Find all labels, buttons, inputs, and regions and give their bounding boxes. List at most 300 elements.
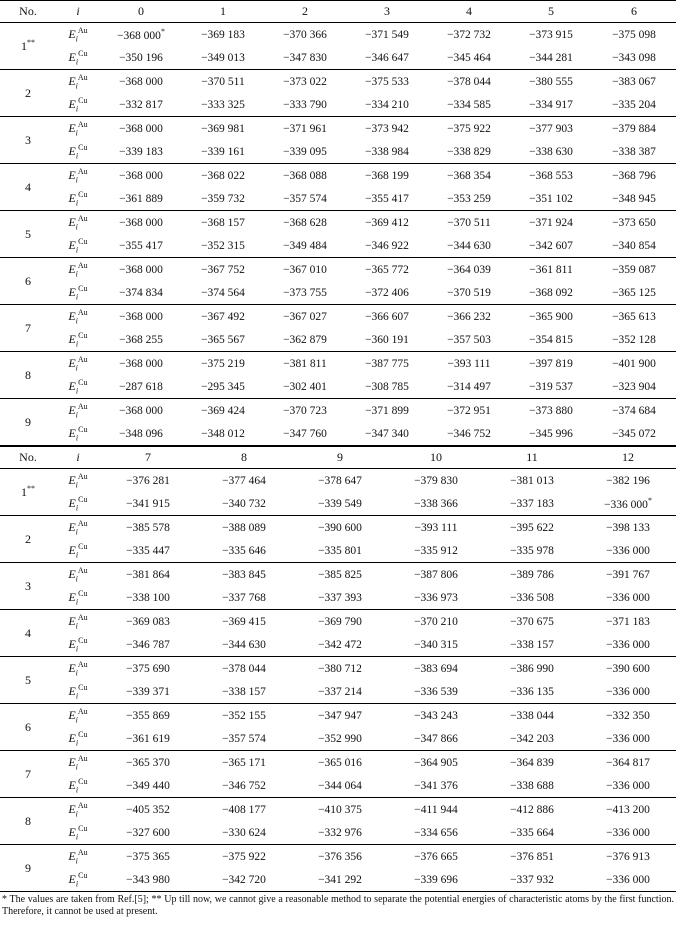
- cell-value: −370 723: [283, 404, 327, 417]
- row-number: [0, 516, 56, 563]
- table-cell: [292, 516, 388, 540]
- energy-symbol: E: [68, 214, 76, 229]
- table-row-au: [0, 305, 676, 329]
- table-cell: [196, 469, 292, 493]
- table-cell: [100, 680, 196, 704]
- table-cell: [592, 305, 676, 329]
- table-cell: [100, 328, 182, 352]
- header-col: 7: [145, 450, 151, 464]
- cell-value: −383 067: [612, 75, 656, 88]
- cell-value: −295 345: [201, 380, 245, 393]
- cell-value: −387 775: [365, 357, 409, 370]
- cell-value: −368 000: [119, 357, 163, 370]
- cell-value: −368 000: [119, 216, 163, 229]
- cell-value: −352 155: [222, 709, 266, 722]
- cell-value: −368 199: [365, 169, 409, 182]
- energy-label-au: [56, 704, 100, 728]
- energy-subscript: i: [75, 574, 78, 584]
- table-cell: [388, 751, 484, 775]
- table-row-au: [0, 798, 676, 822]
- cell-value: −335 447: [126, 544, 170, 557]
- cell-value: −368 354: [447, 169, 491, 182]
- cell-value: −391 767: [606, 568, 650, 581]
- table-cell: [100, 845, 196, 869]
- cell-value: −355 417: [119, 239, 163, 252]
- table-cell: [346, 258, 428, 282]
- element-superscript: Au: [77, 800, 88, 810]
- table-cell: [292, 492, 388, 516]
- cell-value: −368 628: [283, 216, 327, 229]
- cell-value: −346 787: [126, 638, 170, 651]
- cell-value: −367 492: [201, 310, 245, 323]
- table-cell: [580, 821, 676, 845]
- table-row-cu: [0, 633, 676, 657]
- table-cell: [510, 422, 592, 445]
- cell-value: −405 352: [126, 803, 170, 816]
- table-row-cu: [0, 774, 676, 798]
- cell-value: −345 464: [447, 51, 491, 64]
- table-cell: [592, 140, 676, 164]
- table-row-au: [0, 704, 676, 728]
- table-cell: [100, 117, 182, 141]
- table-cell: [484, 680, 580, 704]
- table-cell: [100, 492, 196, 516]
- energy-symbol: E: [68, 566, 76, 581]
- cell-value: −340 315: [414, 638, 458, 651]
- table-cell: [592, 23, 676, 47]
- cell-value: −359 732: [201, 192, 245, 205]
- cell-value: −347 830: [283, 51, 327, 64]
- table-part-1: [0, 0, 676, 445]
- table-cell: [264, 281, 346, 305]
- table-cell: [388, 821, 484, 845]
- table-row-cu: [0, 140, 676, 164]
- table-cell: [580, 492, 676, 516]
- table-cell: [388, 610, 484, 634]
- table-part-2: [0, 445, 676, 891]
- cell-value: −330 624: [222, 826, 266, 839]
- table-cell: [510, 234, 592, 258]
- cell-value: −354 815: [529, 333, 573, 346]
- table-cell: [100, 258, 182, 282]
- table-cell: [592, 234, 676, 258]
- cell-value: −338 100: [126, 591, 170, 604]
- header-col: 1: [220, 4, 226, 18]
- cell-value: −339 549: [318, 497, 362, 510]
- cell-value: −364 905: [414, 756, 458, 769]
- table-cell: [182, 117, 264, 141]
- table-cell: [100, 234, 182, 258]
- cell-value: −374 684: [612, 404, 656, 417]
- cell-value: −368 092: [529, 286, 573, 299]
- table-row-cu: [0, 187, 676, 211]
- table-cell: [484, 798, 580, 822]
- cell-value: −379 884: [612, 122, 656, 135]
- element-superscript: Au: [77, 354, 88, 364]
- element-superscript: Cu: [78, 377, 88, 387]
- cell-value: −374 564: [201, 286, 245, 299]
- cell-value: −370 519: [447, 286, 491, 299]
- cell-value: −346 752: [447, 427, 491, 440]
- cell-value: −344 630: [222, 638, 266, 651]
- cell-value: −338 688: [510, 779, 554, 792]
- cell-value: −338 630: [529, 145, 573, 158]
- energy-subscript: i: [75, 81, 78, 91]
- table-cell: [100, 399, 182, 423]
- row-number-value: 7: [25, 321, 31, 335]
- energy-subscript: i: [75, 621, 78, 631]
- cell-value: −376 281: [126, 474, 170, 487]
- cell-value: −335 912: [414, 544, 458, 557]
- energy-label-au: [56, 563, 100, 587]
- table-cell: [182, 352, 264, 376]
- table-cell: [196, 774, 292, 798]
- cell-value: −365 567: [201, 333, 245, 346]
- energy-subscript: i: [75, 480, 78, 490]
- cell-value: −347 866: [414, 732, 458, 745]
- table-row-au: [0, 845, 676, 869]
- table-cell: [182, 93, 264, 117]
- cell-value: −338 157: [222, 685, 266, 698]
- table-cell: [292, 868, 388, 891]
- table-footnote: * The values are taken from Ref.[5]; ** Up till now, we cannot give a reasonable method to separate the potential energies of characteristic atoms by the first function. Therefore, it cannot be used at present.: [0, 891, 676, 918]
- cell-value: −373 650: [612, 216, 656, 229]
- energy-label-au: [56, 211, 100, 235]
- table-cell: [346, 164, 428, 188]
- table-cell: [428, 258, 510, 282]
- cell-value: −334 585: [447, 98, 491, 111]
- table-cell: [510, 352, 592, 376]
- table-cell: [346, 93, 428, 117]
- cell-value: −376 665: [414, 850, 458, 863]
- cell-value: −365 772: [365, 263, 409, 276]
- table-row-cu: [0, 727, 676, 751]
- cell-value: −341 915: [126, 497, 170, 510]
- table-cell: [580, 868, 676, 891]
- energy-symbol: E: [68, 378, 76, 393]
- cell-value: −336 000: [606, 685, 650, 698]
- table-cell: [100, 657, 196, 681]
- cell-value: −348 945: [612, 192, 656, 205]
- row-number: [0, 563, 56, 610]
- table-cell: [292, 469, 388, 493]
- cell-value: −344 064: [318, 779, 362, 792]
- table-cell: [292, 657, 388, 681]
- energy-subscript: i: [75, 34, 78, 44]
- cell-value: −379 830: [414, 474, 458, 487]
- cell-value: −333 790: [283, 98, 327, 111]
- table-cell: [428, 305, 510, 329]
- cell-value: −336 000: [606, 873, 650, 886]
- table-cell: [428, 23, 510, 47]
- cell-value: −375 219: [201, 357, 245, 370]
- table-cell: [292, 821, 388, 845]
- energy-subscript: i: [75, 809, 78, 819]
- table-cell: [182, 422, 264, 445]
- cell-value: −347 340: [365, 427, 409, 440]
- cell-value: −335 646: [222, 544, 266, 557]
- cell-value: −333 325: [201, 98, 245, 111]
- energy-symbol: E: [68, 308, 76, 323]
- cell-value: −365 171: [222, 756, 266, 769]
- table-cell: [100, 187, 182, 211]
- energy-subscript: i: [75, 856, 78, 866]
- cell-value: −349 013: [201, 51, 245, 64]
- table-cell: [592, 375, 676, 399]
- table-cell: [484, 610, 580, 634]
- cell-value: −368 000: [119, 75, 163, 88]
- table-cell: [388, 492, 484, 516]
- energy-label-cu: [56, 539, 100, 563]
- element-superscript: Cu: [78, 541, 88, 551]
- row-number-value: 6: [25, 720, 31, 734]
- table-cell: [388, 586, 484, 610]
- table-cell: [510, 281, 592, 305]
- energy-label-cu: [56, 774, 100, 798]
- table-cell: [580, 633, 676, 657]
- table-cell: [292, 633, 388, 657]
- cell-value: −338 387: [612, 145, 656, 158]
- header-no: No.: [19, 450, 37, 464]
- energy-label-au: [56, 117, 100, 141]
- element-superscript: Au: [77, 260, 88, 270]
- table-row-cu: [0, 46, 676, 70]
- table-cell: [100, 563, 196, 587]
- cell-value: −343 243: [414, 709, 458, 722]
- table-cell: [580, 516, 676, 540]
- energy-symbol: E: [68, 49, 76, 64]
- cell-value: −373 022: [283, 75, 327, 88]
- table-cell: [346, 23, 428, 47]
- table-cell: [100, 610, 196, 634]
- cell-value: −338 984: [365, 145, 409, 158]
- row-number-value: 4: [25, 180, 31, 194]
- cell-value: −334 656: [414, 826, 458, 839]
- cell-value: −385 825: [318, 568, 362, 581]
- table-row-au: [0, 563, 676, 587]
- header-row: [0, 446, 676, 469]
- cell-value: −357 574: [222, 732, 266, 745]
- table-row-au: [0, 352, 676, 376]
- cell-value: −369 981: [201, 122, 245, 135]
- table-cell: [484, 704, 580, 728]
- energy-label-cu: [56, 93, 100, 117]
- cell-value: −376 356: [318, 850, 362, 863]
- energy-symbol: E: [68, 73, 76, 88]
- table-cell: [580, 610, 676, 634]
- table-cell: [346, 305, 428, 329]
- energy-label-au: [56, 399, 100, 423]
- energy-label-cu: [56, 281, 100, 305]
- table-cell: [196, 798, 292, 822]
- table-cell: [388, 469, 484, 493]
- header-col: 11: [526, 450, 538, 464]
- table-cell: [510, 258, 592, 282]
- table-cell: [580, 469, 676, 493]
- table-cell: [182, 281, 264, 305]
- cell-value: −371 899: [365, 404, 409, 417]
- cell-value: −343 098: [612, 51, 656, 64]
- cell-value: −373 755: [283, 286, 327, 299]
- cell-value: −371 183: [606, 615, 650, 628]
- table-row-au: [0, 117, 676, 141]
- table-cell: [580, 539, 676, 563]
- table-cell: [196, 633, 292, 657]
- table-cell: [428, 211, 510, 235]
- energy-subscript: i: [75, 738, 79, 748]
- table-cell: [100, 211, 182, 235]
- table-cell: [264, 164, 346, 188]
- table-row-cu: [0, 234, 676, 258]
- energy-subscript: i: [75, 175, 78, 185]
- table-cell: [182, 399, 264, 423]
- element-superscript: Au: [77, 659, 88, 669]
- row-number: [0, 751, 56, 798]
- cell-value: −337 214: [318, 685, 362, 698]
- energy-symbol: E: [68, 402, 76, 417]
- energy-subscript: i: [75, 503, 79, 513]
- table-cell: [592, 399, 676, 423]
- element-superscript: Cu: [78, 330, 88, 340]
- energy-symbol: E: [68, 26, 76, 41]
- table-row-cu: [0, 375, 676, 399]
- table-cell: [196, 821, 292, 845]
- cell-value: −378 044: [222, 662, 266, 675]
- table-row-au: [0, 399, 676, 423]
- energy-symbol: E: [68, 167, 76, 182]
- table-row-cu: [0, 492, 676, 516]
- table-cell: [182, 70, 264, 94]
- row-number-value: 2: [25, 532, 31, 546]
- table-cell: [388, 704, 484, 728]
- table-cell: [580, 657, 676, 681]
- cell-value: −323 904: [612, 380, 656, 393]
- energy-subscript: i: [75, 550, 79, 560]
- table-cell: [510, 328, 592, 352]
- cell-value: −365 016: [318, 756, 362, 769]
- cell-value: −393 111: [414, 521, 458, 534]
- energy-subscript: i: [75, 832, 79, 842]
- cell-value: −375 098: [612, 28, 656, 41]
- table-cell: [592, 258, 676, 282]
- row-number: [0, 164, 56, 211]
- energy-subscript: i: [75, 151, 79, 161]
- cell-value: −410 375: [318, 803, 362, 816]
- table-cell: [388, 868, 484, 891]
- cell-value: −377 903: [529, 122, 573, 135]
- table-row-au: [0, 516, 676, 540]
- energy-subscript: i: [75, 339, 79, 349]
- cell-value: −395 622: [510, 521, 554, 534]
- cell-value: −375 922: [222, 850, 266, 863]
- row-number: [0, 469, 56, 516]
- table-row-au: [0, 70, 676, 94]
- table-cell: [428, 93, 510, 117]
- cell-value: −373 880: [529, 404, 573, 417]
- table-row-au: [0, 258, 676, 282]
- table-row-cu: [0, 868, 676, 891]
- energy-label-cu: [56, 492, 100, 516]
- table-cell: [510, 46, 592, 70]
- table-cell: [264, 352, 346, 376]
- cell-value: −371 549: [365, 28, 409, 41]
- table-cell: [484, 657, 580, 681]
- cell-value: −368 000: [119, 169, 163, 182]
- table-cell: [264, 328, 346, 352]
- cell-value: −366 232: [447, 310, 491, 323]
- table-cell: [292, 680, 388, 704]
- cell-value: −372 732: [447, 28, 491, 41]
- row-number-mark: **: [27, 484, 35, 493]
- cell-value: −336 000: [606, 732, 650, 745]
- table-cell: [182, 23, 264, 47]
- energy-symbol: E: [68, 284, 76, 299]
- element-superscript: Cu: [78, 776, 88, 786]
- table-cell: [264, 187, 346, 211]
- energy-symbol: E: [68, 636, 76, 651]
- energy-subscript: i: [75, 527, 78, 537]
- energy-label-cu: [56, 727, 100, 751]
- cell-value: −348 096: [119, 427, 163, 440]
- table-cell: [100, 352, 182, 376]
- element-superscript: Cu: [78, 236, 88, 246]
- table-cell: [346, 211, 428, 235]
- table-cell: [484, 539, 580, 563]
- cell-value: −368 553: [529, 169, 573, 182]
- energy-subscript: i: [75, 292, 79, 302]
- energy-symbol: E: [68, 707, 76, 722]
- cell-value: −336 000: [606, 638, 650, 651]
- energy-symbol: E: [68, 730, 76, 745]
- cell-value: −380 712: [318, 662, 362, 675]
- cell-value: −411 944: [414, 803, 458, 816]
- table-cell: [100, 539, 196, 563]
- table-cell: [292, 563, 388, 587]
- element-superscript: Au: [77, 612, 88, 622]
- energy-symbol: E: [68, 589, 76, 604]
- table-row-cu: [0, 422, 676, 445]
- cell-value: −390 600: [318, 521, 362, 534]
- cell-value: −368 000: [117, 29, 161, 42]
- energy-symbol: E: [68, 331, 76, 346]
- table-cell: [100, 868, 196, 891]
- table-cell: [292, 845, 388, 869]
- table-cell: [484, 774, 580, 798]
- header-row: [0, 1, 676, 23]
- table-cell: [346, 234, 428, 258]
- energy-symbol: E: [68, 472, 76, 487]
- cell-value: −327 600: [126, 826, 170, 839]
- cell-value: −398 133: [606, 521, 650, 534]
- cell-value: −376 913: [606, 850, 650, 863]
- table-cell: [264, 234, 346, 258]
- energy-subscript: i: [75, 644, 79, 654]
- table-cell: [484, 469, 580, 493]
- table-cell: [292, 610, 388, 634]
- table-cell: [292, 539, 388, 563]
- cell-value: −339 696: [414, 873, 458, 886]
- energy-label-cu: [56, 680, 100, 704]
- element-superscript: Cu: [78, 635, 88, 645]
- cell-value: −368 157: [201, 216, 245, 229]
- row-number-mark: **: [27, 38, 35, 47]
- table-cell: [510, 93, 592, 117]
- cell-value: −344 281: [529, 51, 573, 64]
- table-cell: [264, 46, 346, 70]
- table-cell: [388, 633, 484, 657]
- cell-value: −381 811: [283, 357, 327, 370]
- table-cell: [510, 117, 592, 141]
